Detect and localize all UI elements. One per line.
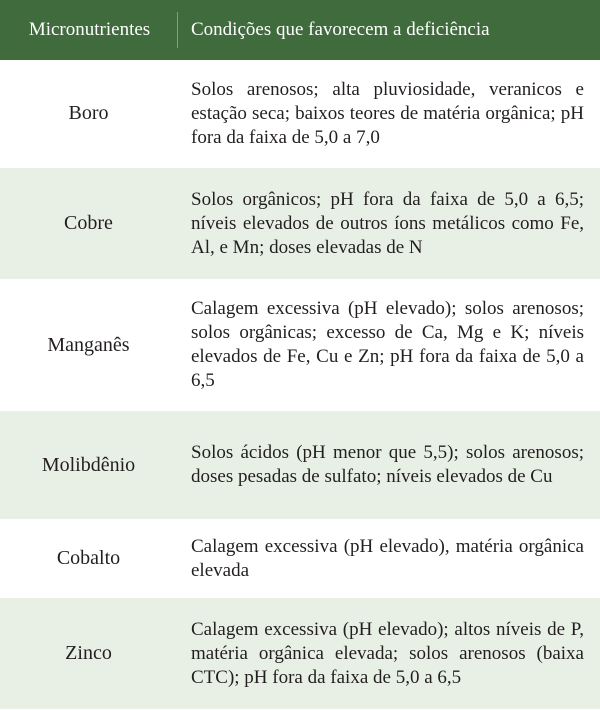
nutrient-conditions: Solos orgânicos; pH fora da faixa de 5,0 a 6,5; níveis elevados de outros íons metálicos como Fe, Al, e Mn; doses elevadas de N [191, 188, 584, 258]
header-conditions: Condições que favorecem a deficiência [191, 19, 490, 40]
nutrient-conditions: Calagem excessiva (pH elevado), matéria orgânica elevada [191, 535, 584, 581]
table-row-zinco [0, 598, 600, 710]
nutrient-name: Zinco [65, 642, 112, 664]
table-row-molibdenio [0, 411, 600, 520]
table-row-cobalto [0, 520, 600, 598]
nutrient-conditions: Calagem excessiva (pH elevado); solos arenosos; solos orgânicas; excesso de Ca, Mg e K; níveis elevados de Fe, Cu e Zn; pH fora da faixa de 5,0 a 6,5 [191, 298, 584, 391]
table-header [0, 0, 600, 60]
nutrient-conditions: Solos arenosos; alta pluviosidade, veranicos e estação seca; baixos teores de matéria orgânica; pH fora da faixa de 5,0 a 7,0 [191, 78, 584, 148]
header-micronutrients: Micronutrientes [28, 19, 151, 40]
nutrient-name: Molibdênio [41, 453, 136, 476]
nutrient-name: Cobre [64, 212, 113, 234]
table-row-boro [0, 60, 600, 168]
nutrient-name: Manganês [47, 333, 130, 356]
table-row-manganes [0, 280, 600, 411]
table-row-cobre [0, 168, 600, 280]
nutrient-name: Cobalto [56, 547, 121, 569]
nutrient-conditions: Calagem excessiva (pH elevado); altos níveis de P, matéria orgânica elevada; solos arenosos (baixa CTC); pH fora da faixa de 5,0 a 6,5 [191, 618, 584, 688]
nutrient-conditions: Solos ácidos (pH menor que 5,5); solos arenosos; doses pesadas de sulfato; níveis elevados de Cu [191, 442, 584, 487]
nutrient-name: Boro [68, 102, 109, 124]
